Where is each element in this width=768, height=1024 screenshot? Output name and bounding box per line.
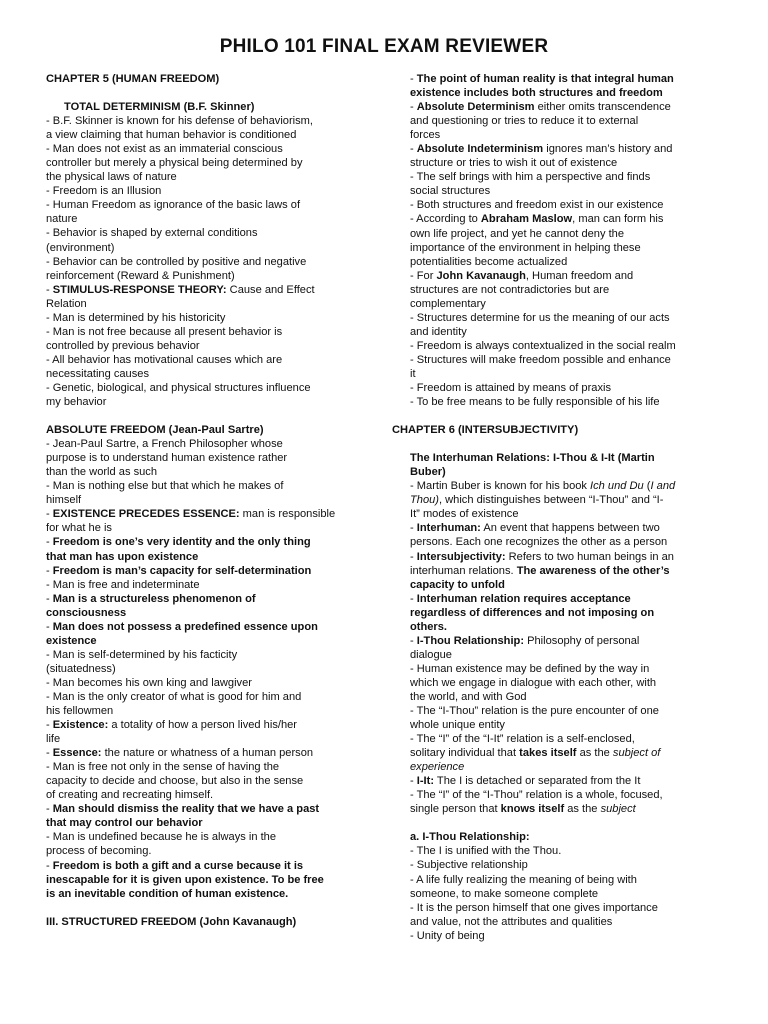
text-line (392, 858, 712, 872)
text-segment: controlled by previous behavior (46, 339, 200, 352)
text-segment: - (46, 564, 53, 577)
bold-text: Buber) (410, 466, 446, 479)
text-segment: himself (46, 494, 82, 507)
text-line (46, 844, 356, 858)
italic-text: I and (650, 480, 676, 493)
text-segment: interhuman relations. (410, 564, 517, 577)
text-line (46, 479, 356, 493)
text-segment: - According to (410, 213, 481, 226)
text-segment: - Freedom is an Illusion (46, 185, 162, 198)
text-segment: Relation (46, 297, 87, 310)
text-line (392, 142, 712, 156)
text-line (46, 156, 356, 170)
text-line (392, 564, 712, 578)
text-segment: - Man is free and indeterminate (46, 578, 200, 591)
text-segment: life (46, 733, 61, 746)
bold-text: knows itself (500, 803, 565, 816)
text-segment: Philosophy of personal (524, 634, 640, 647)
text-line (392, 72, 712, 86)
text-segment: - Man is self-determined by his facticity (46, 648, 238, 661)
text-segment: structures are not contradictories but are (410, 283, 610, 296)
text-segment: solitary individual that (410, 747, 520, 760)
bold-text: CHAPTER 6 (INTERSUBJECTIVITY) (392, 424, 579, 437)
text-line (392, 451, 712, 465)
text-segment: forces (410, 129, 441, 142)
text-segment: than the world as such (46, 466, 158, 479)
text-line (46, 423, 356, 437)
text-line (46, 887, 356, 901)
text-segment: necessitating causes (46, 367, 149, 380)
text-segment: - (410, 775, 417, 788)
text-segment: controller but merely a physical being determined by (46, 157, 303, 170)
italic-text: subject (600, 803, 636, 816)
text-line (392, 507, 712, 521)
right-column (392, 72, 712, 943)
text-segment: - Genetic, biological, and physical structures influence (46, 381, 311, 394)
text-segment: (situatedness) (46, 662, 116, 675)
bold-text: is an inevitable condition of human existence. (46, 887, 289, 900)
text-segment: of creating and recreating himself. (46, 789, 214, 802)
text-segment: - (46, 508, 53, 521)
text-segment: his fellowmen (46, 705, 114, 718)
text-line (46, 816, 356, 830)
text-line (46, 339, 356, 353)
bold-text: Abraham Maslow (480, 213, 573, 226)
text-segment: - To be free means to be fully responsible of his life (410, 396, 660, 409)
text-segment: and identity (410, 325, 467, 338)
text-segment: - (410, 634, 417, 647)
text-segment: - Man is not free because all present behavior is (46, 325, 283, 338)
text-segment: An event that happens between two (480, 522, 660, 535)
text-line (392, 690, 712, 704)
text-line (46, 269, 356, 283)
text-segment: - Freedom is attained by means of praxis (410, 382, 612, 395)
italic-text: subject of (612, 747, 661, 760)
text-segment: for what he is (46, 522, 112, 535)
bold-text: I-It: (416, 775, 435, 788)
text-line (392, 114, 712, 128)
text-segment: and questioning or tries to reduce it to external (410, 115, 639, 128)
text-segment: - (46, 747, 53, 760)
text-line (46, 465, 356, 479)
text-segment: - (410, 73, 417, 85)
text-segment: - The I is unified with the Thou. (410, 845, 562, 858)
page-title: PHILO 101 FINAL EXAM REVIEWER (219, 36, 549, 57)
text-segment: Refers to two human beings in an (505, 550, 674, 563)
text-segment: - A life fully realizing the meaning of being with (410, 873, 637, 886)
bold-text: Man should dismiss the reality that we have a past (52, 803, 320, 816)
text-segment: - Man is the only creator of what is good for him and (46, 690, 302, 703)
text-line (46, 283, 356, 297)
bold-text: Absolute Indeterminism (416, 143, 544, 156)
text-line (46, 606, 356, 620)
text-line (392, 915, 712, 929)
text-segment: - Jean-Paul Sartre, a French Philosopher whose (46, 438, 283, 451)
bold-text: I-Thou Relationship: (416, 634, 525, 647)
text-segment: someone, to make someone complete (410, 887, 599, 900)
text-segment: , which distinguishes between “I-Thou” and “I- (438, 494, 664, 507)
text-line (392, 241, 712, 255)
bold-text: The awareness of the other’s (516, 564, 670, 577)
text-line (392, 367, 712, 381)
text-segment: - (46, 283, 53, 296)
text-line (392, 704, 712, 718)
text-segment: ( (643, 480, 651, 493)
text-line (392, 760, 712, 774)
text-line (46, 873, 356, 887)
bold-text: existence (46, 634, 97, 647)
text-segment: Cause and Effect (226, 283, 315, 296)
text-segment: - Freedom is always contextualized in the social realm (410, 339, 676, 352)
text-segment: and value, not the attributes and qualities (410, 915, 613, 928)
text-segment: - Both structures and freedom exist in our existence (410, 199, 664, 212)
text-line (392, 929, 712, 943)
text-line (46, 114, 356, 128)
text-segment: The I is detached or separated from the It (434, 775, 641, 788)
text-line (46, 297, 356, 311)
bold-text: Man does not possess a predefined essence upon (52, 620, 318, 633)
text-line (46, 493, 356, 507)
text-segment: - Unity of being (410, 929, 485, 942)
text-line (46, 746, 356, 760)
bold-text: others. (410, 620, 447, 633)
text-line (46, 859, 356, 873)
text-line (392, 535, 712, 549)
text-segment: - (46, 719, 53, 732)
text-segment: ignores man’s history and (543, 143, 673, 156)
bold-text: Interhuman relation requires acceptance (416, 592, 631, 605)
bold-text: a. I-Thou Relationship: (410, 831, 530, 844)
text-segment: single person that (410, 803, 501, 816)
text-line (392, 297, 712, 311)
text-line (392, 255, 712, 269)
text-segment: - Martin Buber is known for his book (410, 480, 591, 493)
text-segment: - (410, 550, 417, 563)
text-segment: dialogue (410, 648, 452, 661)
text-line (392, 395, 712, 409)
text-segment: - The “I-Thou” relation is the pure encounter of one (410, 705, 659, 718)
text-line (392, 606, 712, 620)
text-line (392, 648, 712, 662)
text-line (46, 564, 356, 578)
bold-text: Freedom is both a gift and a curse because it is (52, 859, 304, 872)
bold-text: takes itself (519, 747, 577, 760)
text-line (46, 662, 356, 676)
text-line (46, 142, 356, 156)
text-line (392, 184, 712, 198)
text-line (392, 479, 712, 493)
text-line (46, 367, 356, 381)
bold-text: Freedom is man’s capacity for self-determination (52, 564, 312, 577)
text-segment: either omits transcendence (534, 101, 671, 114)
text-line (392, 381, 712, 395)
bold-text: regardless of differences and not imposing on (410, 606, 655, 619)
italic-text: Ich und Du (590, 480, 644, 493)
text-segment: - (410, 101, 417, 114)
text-segment: , man can form his (572, 213, 664, 226)
bold-text: Man is a structureless phenomenon of (52, 592, 256, 605)
text-line (46, 620, 356, 634)
text-segment: whole unique entity (410, 719, 505, 732)
text-segment: a view claiming that human behavior is conditioned (46, 129, 297, 142)
text-segment: - (46, 536, 53, 549)
text-line (392, 592, 712, 606)
text-segment: my behavior (46, 396, 107, 409)
text-line (46, 170, 356, 184)
text-segment: potentialities become actualized (410, 255, 568, 268)
text-segment: complementary (410, 297, 486, 310)
text-line (46, 521, 356, 535)
text-segment: - (410, 143, 417, 156)
text-segment: - Man is undefined because he is always in the (46, 831, 277, 844)
text-line (46, 732, 356, 746)
text-segment: (environment) (46, 241, 115, 254)
bold-text: capacity to unfold (410, 578, 505, 591)
text-segment: process of becoming. (46, 845, 152, 858)
text-segment: a totality of how a person lived his/her (108, 719, 297, 732)
bold-text: existence includes both structures and freedom (410, 87, 663, 100)
text-segment: - The self brings with him a perspective and finds (410, 171, 651, 184)
text-line (392, 423, 712, 437)
italic-text: Thou) (410, 494, 439, 507)
bold-text: inescapable for it is given upon existence. To be free (46, 873, 324, 886)
text-segment: reinforcement (Reward & Punishment) (46, 269, 235, 282)
text-line (392, 227, 712, 241)
text-line (392, 746, 712, 760)
text-segment: - (46, 620, 53, 633)
text-line (46, 578, 356, 592)
text-line (392, 311, 712, 325)
text-line (392, 198, 712, 212)
bold-text: TOTAL DETERMINISM (B.F. Skinner) (64, 101, 255, 114)
text-line (392, 774, 712, 788)
bold-text: Essence: (52, 747, 102, 760)
bold-text: Existence: (52, 719, 109, 732)
text-segment: the physical laws of nature (46, 171, 177, 184)
text-line (392, 901, 712, 915)
text-line (392, 212, 712, 226)
text-line (46, 634, 356, 648)
text-line (46, 311, 356, 325)
text-line (46, 676, 356, 690)
bold-text: EXISTENCE PRECEDES ESSENCE: (52, 508, 240, 521)
text-line (392, 662, 712, 676)
text-line (46, 507, 356, 521)
text-line (392, 283, 712, 297)
text-segment: , Human freedom and (525, 269, 634, 282)
text-segment: - Man is determined by his historicity (46, 311, 226, 324)
bold-text: CHAPTER 5 (HUMAN FREEDOM) (46, 73, 220, 85)
text-segment: - The “I” of the “I-Thou” relation is a whole, focused, (410, 789, 663, 802)
text-line (392, 873, 712, 887)
text-line (392, 550, 712, 564)
text-line (46, 788, 356, 802)
text-line (392, 353, 712, 367)
text-segment: - (46, 592, 53, 605)
bold-text: consciousness (46, 606, 127, 619)
text-line (46, 184, 356, 198)
italic-text: experience (410, 761, 465, 774)
text-line (392, 620, 712, 634)
text-line (392, 269, 712, 283)
text-segment: - Behavior is shaped by external conditions (46, 227, 258, 240)
text-line (46, 802, 356, 816)
text-line (392, 100, 712, 114)
text-segment: structure or tries to wish it out of existence (410, 157, 618, 170)
bold-text: Interhuman: (416, 522, 481, 535)
text-line (46, 128, 356, 142)
text-segment: - Behavior can be controlled by positive and negative (46, 255, 307, 268)
text-segment: - Human Freedom as ignorance of the basic laws of (46, 199, 301, 212)
text-line (392, 128, 712, 142)
text-line (392, 887, 712, 901)
text-segment: - All behavior has motivational causes which are (46, 353, 283, 366)
text-line (46, 226, 356, 240)
text-line (46, 830, 356, 844)
text-line (392, 521, 712, 535)
text-segment: it (410, 367, 416, 380)
bold-text: The Interhuman Relations: I-Thou & I-It (Martin (410, 452, 655, 465)
text-line (46, 535, 356, 549)
text-segment: - Man is free not only in the sense of having the (46, 761, 280, 774)
text-line (392, 802, 712, 816)
left-column (46, 72, 356, 929)
text-line (392, 844, 712, 858)
text-line (46, 395, 356, 409)
bold-text: III. STRUCTURED FREEDOM (John Kavanaugh) (46, 915, 297, 928)
text-segment: purpose is to understand human existence rather (46, 452, 288, 465)
text-segment: the world, and with God (410, 690, 527, 703)
text-line (46, 704, 356, 718)
text-segment: importance of the environment in helping these (410, 241, 641, 254)
text-segment: persons. Each one recognizes the other as a person (410, 536, 668, 549)
text-line (46, 353, 356, 367)
text-line (46, 690, 356, 704)
text-segment: - Man is nothing else but that which he makes of (46, 480, 284, 493)
text-line (46, 100, 356, 114)
text-line (392, 325, 712, 339)
text-segment: - Subjective relationship (410, 859, 528, 872)
text-line (46, 325, 356, 339)
text-line (46, 437, 356, 451)
text-line (46, 381, 356, 395)
text-line (392, 339, 712, 353)
text-segment: as the (576, 747, 613, 760)
text-segment: - Human existence may be defined by the way in (410, 662, 650, 675)
text-segment: - Man becomes his own king and lawgiver (46, 676, 252, 689)
text-segment: - Structures determine for us the meaning of our acts (410, 311, 670, 324)
text-line (46, 212, 356, 226)
text-segment: - It is the person himself that one gives importance (410, 901, 658, 914)
text-line (392, 718, 712, 732)
text-segment: - For (410, 269, 437, 282)
text-segment: It” modes of existence (410, 508, 519, 521)
text-line (46, 718, 356, 732)
text-line (46, 550, 356, 564)
text-line (46, 760, 356, 774)
text-segment: the nature or whatness of a human person (101, 747, 314, 760)
bold-text: Freedom is one’s very identity and the only thing (52, 536, 311, 549)
bold-text: ABSOLUTE FREEDOM (Jean-Paul Sartre) (46, 424, 264, 437)
bold-text: that may control our behavior (46, 817, 203, 830)
text-line (392, 788, 712, 802)
text-line (392, 676, 712, 690)
text-segment: - Structures will make freedom possible and enhance (410, 353, 671, 366)
text-line (46, 592, 356, 606)
text-line (392, 156, 712, 170)
text-line (392, 170, 712, 184)
text-line (392, 830, 712, 844)
text-segment: - Man does not exist as an immaterial conscious (46, 143, 283, 156)
text-segment: - (46, 803, 53, 816)
text-line (392, 465, 712, 479)
bold-text: that man has upon existence (46, 550, 199, 563)
text-segment: - The “I” of the “I-It” relation is a self-enclosed, (410, 733, 635, 746)
text-line (46, 255, 356, 269)
text-segment: which we engage in dialogue with each other, with (410, 676, 657, 689)
text-segment: capacity to decide and choose, but also in the sense (46, 775, 304, 788)
text-line (392, 634, 712, 648)
text-segment: - B.F. Skinner is known for his defense of behaviorism, (46, 115, 313, 128)
text-segment: social structures (410, 185, 491, 198)
text-line (46, 451, 356, 465)
text-line (392, 86, 712, 100)
text-segment: nature (46, 213, 78, 226)
bold-text: Intersubjectivity: (416, 550, 506, 563)
bold-text: The point of human reality is that integral human (416, 73, 674, 85)
text-line (392, 732, 712, 746)
text-line (46, 915, 356, 929)
text-line (392, 578, 712, 592)
bold-text: Absolute Determinism (416, 101, 535, 114)
text-line (392, 493, 712, 507)
text-segment: - (46, 859, 53, 872)
text-line (46, 72, 356, 86)
bold-text: STIMULUS-RESPONSE THEORY: (52, 283, 227, 296)
text-segment: - (410, 592, 417, 605)
text-segment: - (410, 522, 417, 535)
text-line (46, 241, 356, 255)
bold-text: John Kavanaugh (436, 269, 526, 282)
text-segment: man is responsible (239, 508, 336, 521)
text-segment: own life project, and yet he cannot deny the (410, 227, 625, 240)
text-line (46, 198, 356, 212)
text-line (46, 648, 356, 662)
text-segment: as the (564, 803, 601, 816)
text-line (46, 774, 356, 788)
